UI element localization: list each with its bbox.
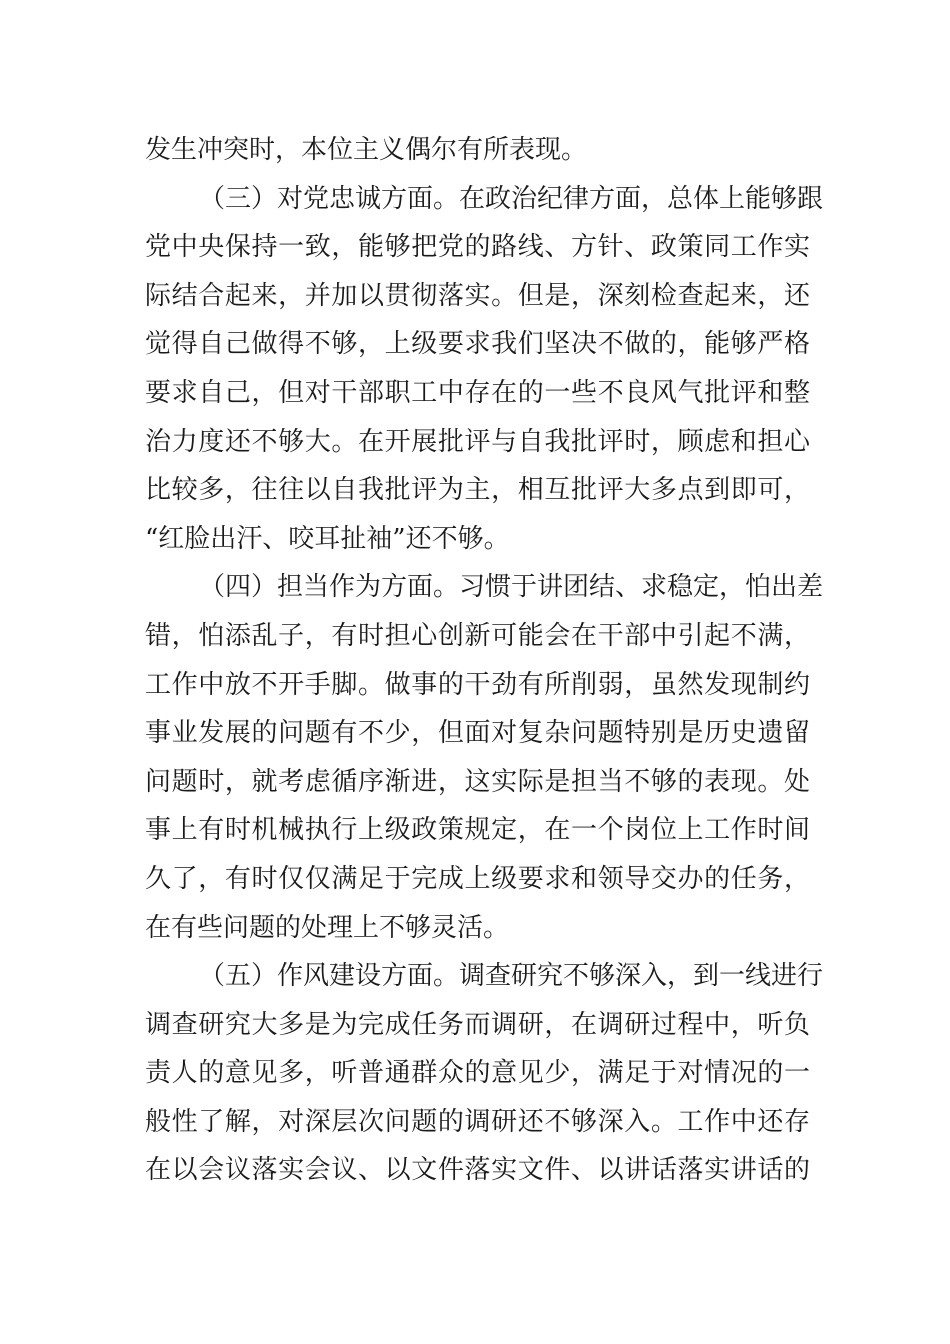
text-line: 错，怕添乱子，有时担心创新可能会在干部中引起不满， [145,620,810,651]
text-line: 事业发展的问题有不少，但面对复杂问题特别是历史遗留 [145,718,810,749]
text-line: 问题时，就考虑循序渐进，这实际是担当不够的表现。处 [145,766,810,797]
text-line: 比较多，往往以自我批评为主，相互批评大多点到即可， [145,475,810,506]
text-line: 治力度还不够大。在开展批评与自我批评时，顾虑和担心 [145,426,810,457]
text-line: 事上有时机械执行上级政策规定，在一个岗位上工作时间 [145,815,810,846]
document-body [145,126,824,1195]
text-line: 发生冲突时，本位主义偶尔有所表现。 [145,135,588,165]
text-line: 般性了解，对深层次问题的调研还不够深入。工作中还存 [145,1106,810,1137]
text-line: 要求自己，但对干部职工中存在的一些不良风气批评和整 [145,377,810,408]
text-line: 调查研究大多是为完成任务而调研，在调研过程中，听负 [145,1009,810,1040]
text-line: 在有些问题的处理上不够灵活。 [145,912,510,943]
section-heading-line: （三）对党忠诚方面。在政治纪律方面，总体上能够跟 [199,183,824,214]
text-line: 久了，有时仅仅满足于完成上级要求和领导交办的任务， [145,863,810,894]
text-line: 责人的意见多，听普通群众的意见少，满足于对情况的一 [145,1058,810,1089]
section-heading-line: （四）担当作为方面。习惯于讲团结、求稳定，怕出差 [199,572,824,603]
text-line: 觉得自己做得不够，上级要求我们坚决不做的，能够严格 [145,329,810,360]
text-line: 党中央保持一致，能够把党的路线、方针、政策同工作实 [145,232,810,263]
text-line: “红脸出汗、咬耳扯袖”还不够。 [145,523,510,554]
text-line: 际结合起来，并加以贯彻落实。但是，深刻检查起来，还 [145,280,810,311]
text-line: 工作中放不开手脚。做事的干劲有所削弱，虽然发现制约 [145,669,810,700]
text-line: 在以会议落实会议、以文件落实文件、以讲话落实讲话的 [145,1155,810,1186]
section-heading-line: （五）作风建设方面。调查研究不够深入，到一线进行 [199,961,824,992]
